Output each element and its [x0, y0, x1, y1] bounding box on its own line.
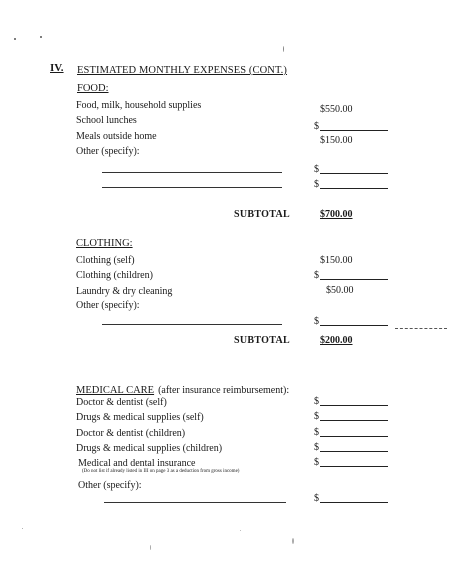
scan-speck	[283, 46, 284, 52]
medical-header-note: (after insurance reimbursement):	[158, 385, 290, 396]
amount-blank-line	[320, 502, 388, 503]
medical-header: MEDICAL CARE	[76, 385, 155, 396]
scan-speck	[150, 545, 151, 550]
clothing-item-label: Clothing (self)	[76, 255, 135, 266]
specify-blank-line	[104, 502, 286, 503]
medical-item-amount: $	[314, 411, 319, 422]
insurance-note: (Do not list if already listed in III on page 3 as a deduction from gross income)	[82, 469, 240, 474]
food-subtotal-amount: $700.00	[320, 209, 353, 220]
scan-speck	[14, 38, 16, 40]
clothing-header: CLOTHING:	[76, 238, 133, 249]
medical-item-label: Drugs & medical supplies (self)	[76, 412, 204, 423]
clothing-other-amount: $	[314, 316, 319, 327]
clothing-item-label: Clothing (children)	[76, 270, 153, 281]
amount-blank-line	[320, 436, 388, 437]
food-item-label: Other (specify):	[76, 146, 140, 157]
clothing-subtotal-amount: $200.00	[320, 335, 353, 346]
medical-item-label: Medical and dental insurance	[78, 458, 196, 469]
medical-item-amount: $	[314, 427, 319, 438]
food-item-amount: $550.00	[320, 104, 353, 115]
clothing-item-amount: $50.00	[326, 285, 354, 296]
food-item-amount: $150.00	[320, 135, 353, 146]
amount-blank-line	[320, 325, 388, 326]
amount-blank-line	[320, 420, 388, 421]
food-other-amount: $	[314, 164, 319, 175]
food-item-label: Food, milk, household supplies	[76, 100, 202, 111]
amount-blank-line	[320, 451, 388, 452]
clothing-item-label: Other (specify):	[76, 300, 140, 311]
food-item-label: Meals outside home	[76, 131, 157, 142]
specify-blank-line	[102, 172, 282, 173]
medical-header-row	[76, 380, 289, 398]
amount-blank-line	[320, 405, 388, 406]
medical-item-amount: $	[314, 457, 319, 468]
medical-item-label: Doctor & dentist (self)	[76, 397, 167, 408]
scan-speck	[240, 530, 241, 531]
amount-blank-line	[320, 279, 388, 280]
clothing-item-label: Laundry & dry cleaning	[76, 286, 173, 297]
medical-other-amount: $	[314, 493, 319, 504]
medical-item-label: Other (specify):	[78, 480, 142, 491]
food-other-amount: $	[314, 179, 319, 190]
clothing-item-amount: $	[314, 270, 319, 281]
medical-item-amount: $	[314, 442, 319, 453]
scan-speck	[40, 36, 42, 38]
amount-blank-line	[320, 188, 388, 189]
food-header: FOOD:	[77, 83, 109, 94]
section-number: IV.	[50, 62, 64, 74]
food-item-label: School lunches	[76, 115, 137, 126]
medical-item-amount: $	[314, 396, 319, 407]
specify-blank-line	[102, 324, 282, 325]
clothing-item-amount: $150.00	[320, 255, 353, 266]
section-title: ESTIMATED MONTHLY EXPENSES (CONT.)	[77, 65, 288, 76]
amount-blank-line	[320, 173, 388, 174]
amount-blank-line	[320, 466, 388, 467]
food-item-amount: $	[314, 121, 319, 132]
specify-blank-line	[102, 187, 282, 188]
scan-line-artifact	[395, 328, 447, 329]
amount-blank-line	[320, 130, 388, 131]
medical-item-label: Drugs & medical supplies (children)	[76, 443, 223, 454]
clothing-subtotal-label: SUBTOTAL	[234, 335, 290, 346]
medical-item-label: Doctor & dentist (children)	[76, 428, 186, 439]
scan-speck	[292, 538, 294, 544]
scan-speck	[22, 528, 23, 529]
food-subtotal-label: SUBTOTAL	[234, 209, 290, 220]
